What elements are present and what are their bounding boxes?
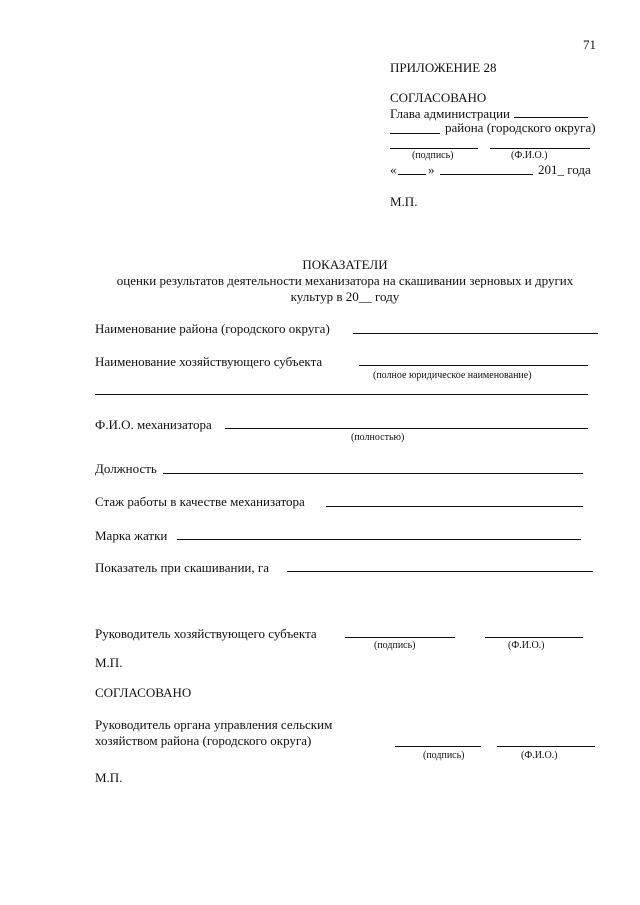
agency-sign-caption: (подпись) — [423, 750, 465, 761]
header-brand-field[interactable] — [177, 539, 581, 540]
operator-field[interactable] — [225, 428, 588, 429]
entity-caption: (полное юридическое наименование) — [373, 370, 532, 381]
experience-field[interactable] — [326, 506, 583, 507]
approval-fio-line[interactable] — [490, 148, 590, 149]
document-subtitle-line1: оценки результатов деятельности механизатора на скашивании зерновых и других — [116, 273, 574, 288]
indicator-label: Показатель при скашивании, га — [95, 560, 269, 575]
head-fio-line[interactable] — [485, 637, 583, 638]
approval-sign-line[interactable] — [390, 148, 478, 149]
agency-fio-line[interactable] — [497, 746, 595, 747]
position-field[interactable] — [163, 473, 583, 474]
approval-line2: района (городского округа) — [445, 120, 596, 135]
document-subtitle-line2: культур в 20__ году — [290, 289, 400, 304]
head-fio-caption: (Ф.И.О.) — [508, 640, 545, 651]
agency-stamp: М.П. — [95, 770, 123, 785]
entity-field-continuation[interactable] — [95, 394, 588, 395]
district-field[interactable] — [353, 333, 598, 334]
indicator-field[interactable] — [287, 571, 593, 572]
approval-heading: СОГЛАСОВАНО — [390, 90, 487, 105]
date-month-blank[interactable] — [440, 174, 533, 175]
head-sign-line[interactable] — [345, 637, 455, 638]
head-stamp: М.П. — [95, 655, 123, 670]
approved-heading: СОГЛАСОВАНО — [95, 685, 192, 700]
experience-label: Стаж работы в качестве механизатора — [95, 494, 305, 509]
head-sign-caption: (подпись) — [374, 640, 416, 651]
approval-stamp: М.П. — [390, 194, 418, 209]
entity-field[interactable] — [359, 365, 588, 366]
operator-caption: (полностью) — [351, 432, 405, 443]
date-year: 201_ года — [538, 162, 591, 177]
operator-label: Ф.И.О. механизатора — [95, 417, 212, 432]
agency-fio-caption: (Ф.И.О.) — [521, 750, 558, 761]
approval-line1: Глава администрации — [390, 106, 511, 121]
date-day-blank[interactable] — [398, 174, 426, 175]
approval-head-blank[interactable] — [514, 117, 588, 118]
page-number: 71 — [583, 37, 596, 52]
district-label: Наименование района (городского округа) — [95, 321, 330, 336]
head-signature-label: Руководитель хозяйствующего субъекта — [95, 626, 317, 641]
position-label: Должность — [95, 461, 157, 476]
entity-label: Наименование хозяйствующего субъекта — [95, 354, 323, 369]
approval-district-blank[interactable] — [390, 133, 440, 134]
appendix-label: ПРИЛОЖЕНИЕ 28 — [390, 60, 497, 75]
agency-sign-line[interactable] — [395, 746, 481, 747]
approval-sign-caption: (подпись) — [412, 150, 454, 161]
agency-label-line2: хозяйством района (городского округа) — [95, 733, 312, 748]
approval-fio-caption: (Ф.И.О.) — [511, 150, 548, 161]
header-brand-label: Марка жатки — [95, 528, 168, 543]
document-title: ПОКАЗАТЕЛИ — [302, 257, 388, 272]
date-close-quote: » — [428, 162, 435, 177]
date-open-quote: « — [390, 162, 397, 177]
agency-label-line1: Руководитель органа управления сельским — [95, 717, 333, 732]
